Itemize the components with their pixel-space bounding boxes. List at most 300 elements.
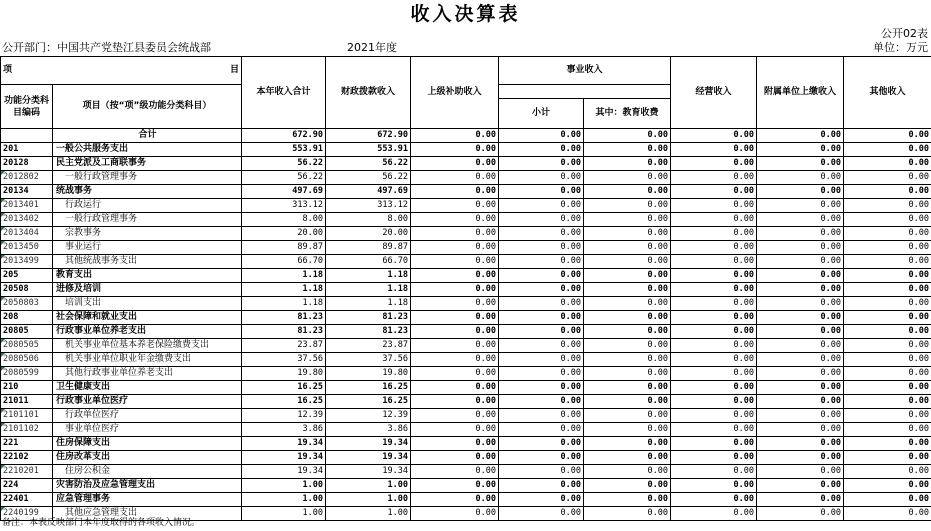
header-upper: 上级补助收入 xyxy=(411,57,499,129)
table-row xyxy=(1,143,931,157)
cell-value: 0.00 xyxy=(844,297,931,311)
cell-value: 0.00 xyxy=(584,241,671,255)
cell-value: 313.12 xyxy=(326,199,411,213)
cell-value: 0.00 xyxy=(411,423,499,437)
cell-value: 0.00 xyxy=(671,241,757,255)
cell-item-name: 卫生健康支出 xyxy=(53,381,242,395)
cell-value: 0.00 xyxy=(499,255,584,269)
cell-value: 0.00 xyxy=(584,423,671,437)
fiscal-year: 2021年度 xyxy=(347,41,397,54)
cell-value: 0.00 xyxy=(671,451,757,465)
cell-value: 0.00 xyxy=(671,143,757,157)
cell-flag-icon xyxy=(1,213,5,217)
cell-code: 2050803 xyxy=(1,297,53,311)
table-row xyxy=(1,255,931,269)
cell-value: 0.00 xyxy=(499,451,584,465)
header-affiliate: 附属单位上缴收入 xyxy=(757,57,844,129)
cell-value: 0.00 xyxy=(584,493,671,507)
cell-value: 16.25 xyxy=(326,381,411,395)
cell-value: 0.00 xyxy=(411,493,499,507)
cell-value: 0.00 xyxy=(757,241,844,255)
cell-value: 0.00 xyxy=(499,507,584,521)
cell-value: 0.00 xyxy=(844,213,931,227)
cell-value: 0.00 xyxy=(671,437,757,451)
form-number: 公开02表 xyxy=(881,27,928,40)
cell-value: 0.00 xyxy=(844,199,931,213)
cell-value: 0.00 xyxy=(757,199,844,213)
cell-value: 0.00 xyxy=(499,227,584,241)
cell-value: 0.00 xyxy=(411,283,499,297)
cell-item-name: 培训支出 xyxy=(53,297,242,311)
cell-value: 1.00 xyxy=(326,479,411,493)
cell-code: 2013499 xyxy=(1,255,53,269)
cell-value: 0.00 xyxy=(671,129,757,143)
cell-value: 0.00 xyxy=(757,213,844,227)
header-career: 事业收入 xyxy=(499,57,671,85)
cell-value: 0.00 xyxy=(499,213,584,227)
cell-code: 22102 xyxy=(1,451,53,465)
cell-value: 81.23 xyxy=(326,325,411,339)
cell-code: 2080506 xyxy=(1,353,53,367)
table-row xyxy=(1,339,931,353)
cell-code: 22401 xyxy=(1,493,53,507)
cell-code xyxy=(1,129,53,143)
cell-item-name: 行政事业单位医疗 xyxy=(53,395,242,409)
cell-value: 0.00 xyxy=(844,353,931,367)
unit-label: 单位：万元 xyxy=(873,41,928,54)
cell-value: 0.00 xyxy=(584,129,671,143)
cell-value: 0.00 xyxy=(411,311,499,325)
cell-value: 0.00 xyxy=(499,171,584,185)
cell-code: 2210201 xyxy=(1,465,53,479)
table-row xyxy=(1,353,931,367)
cell-value: 0.00 xyxy=(671,171,757,185)
cell-value: 0.00 xyxy=(757,311,844,325)
cell-value: 0.00 xyxy=(584,199,671,213)
cell-value: 0.00 xyxy=(499,409,584,423)
cell-value: 0.00 xyxy=(757,227,844,241)
cell-item-name: 宗教事务 xyxy=(53,227,242,241)
cell-value: 89.87 xyxy=(326,241,411,255)
cell-value: 0.00 xyxy=(584,339,671,353)
cell-value: 0.00 xyxy=(411,143,499,157)
cell-value: 0.00 xyxy=(411,381,499,395)
cell-value: 0.00 xyxy=(844,171,931,185)
cell-item-name: 其他统战事务支出 xyxy=(53,255,242,269)
cell-value: 1.00 xyxy=(326,507,411,521)
cell-value: 19.80 xyxy=(326,367,411,381)
cell-value: 19.34 xyxy=(326,451,411,465)
cell-value: 0.00 xyxy=(757,171,844,185)
cell-value: 0.00 xyxy=(411,451,499,465)
cell-value: 0.00 xyxy=(499,465,584,479)
cell-value: 0.00 xyxy=(757,451,844,465)
table-row xyxy=(1,227,931,241)
cell-value: 37.56 xyxy=(242,353,326,367)
cell-value: 0.00 xyxy=(844,129,931,143)
table-row xyxy=(1,171,931,185)
cell-value: 56.22 xyxy=(242,171,326,185)
cell-value: 0.00 xyxy=(499,283,584,297)
cell-value: 0.00 xyxy=(499,241,584,255)
table-row xyxy=(1,451,931,465)
cell-value: 0.00 xyxy=(411,437,499,451)
cell-value: 0.00 xyxy=(671,507,757,521)
cell-flag-icon xyxy=(1,423,5,427)
cell-value: 0.00 xyxy=(411,269,499,283)
cell-value: 3.86 xyxy=(326,423,411,437)
cell-value: 0.00 xyxy=(844,367,931,381)
table-row xyxy=(1,129,931,143)
cell-value: 0.00 xyxy=(584,185,671,199)
cell-value: 0.00 xyxy=(411,465,499,479)
cell-item-name: 民主党派及工商联事务 xyxy=(53,157,242,171)
cell-item-name: 其他应急管理支出 xyxy=(53,507,242,521)
cell-flag-icon xyxy=(1,171,5,175)
cell-value: 0.00 xyxy=(671,353,757,367)
cell-value: 19.34 xyxy=(242,465,326,479)
cell-value: 0.00 xyxy=(499,479,584,493)
cell-item-name: 灾害防治及应急管理支出 xyxy=(53,479,242,493)
cell-value: 0.00 xyxy=(757,157,844,171)
header-total: 本年收入合计 xyxy=(242,57,326,129)
cell-code: 20134 xyxy=(1,185,53,199)
cell-value: 89.87 xyxy=(242,241,326,255)
cell-value: 0.00 xyxy=(844,339,931,353)
cell-value: 0.00 xyxy=(411,395,499,409)
cell-item-name: 住房改革支出 xyxy=(53,451,242,465)
cell-item-name: 统战事务 xyxy=(53,185,242,199)
cell-value: 16.25 xyxy=(242,381,326,395)
cell-code: 205 xyxy=(1,269,53,283)
cell-value: 1.18 xyxy=(242,283,326,297)
cell-value: 0.00 xyxy=(584,213,671,227)
cell-value: 0.00 xyxy=(499,353,584,367)
cell-value: 19.34 xyxy=(242,451,326,465)
cell-value: 0.00 xyxy=(671,325,757,339)
table-row xyxy=(1,213,931,227)
cell-value: 0.00 xyxy=(844,255,931,269)
cell-value: 0.00 xyxy=(411,227,499,241)
header-subtotal: 小计 xyxy=(499,99,584,129)
cell-value: 0.00 xyxy=(584,381,671,395)
cell-item-name: 行政事业单位养老支出 xyxy=(53,325,242,339)
cell-value: 23.87 xyxy=(326,339,411,353)
table-row xyxy=(1,409,931,423)
cell-value: 0.00 xyxy=(584,479,671,493)
cell-value: 0.00 xyxy=(584,507,671,521)
cell-item-name: 机关事业单位职业年金缴费支出 xyxy=(53,353,242,367)
cell-value: 1.00 xyxy=(242,507,326,521)
cell-code: 20805 xyxy=(1,325,53,339)
cell-value: 0.00 xyxy=(757,297,844,311)
cell-value: 0.00 xyxy=(844,185,931,199)
cell-value: 0.00 xyxy=(844,325,931,339)
cell-value: 0.00 xyxy=(844,507,931,521)
cell-value: 0.00 xyxy=(584,283,671,297)
cell-value: 81.23 xyxy=(242,311,326,325)
cell-value: 0.00 xyxy=(411,157,499,171)
cell-value: 0.00 xyxy=(757,493,844,507)
cell-value: 0.00 xyxy=(411,171,499,185)
cell-value: 0.00 xyxy=(584,143,671,157)
cell-item-name: 社会保障和就业支出 xyxy=(53,311,242,325)
cell-value: 0.00 xyxy=(844,227,931,241)
department-label: 公开部门：中国共产党垫江县委员会统战部 xyxy=(2,41,211,54)
header-xiang-mu xyxy=(1,57,242,85)
cell-value: 19.34 xyxy=(326,465,411,479)
cell-value: 0.00 xyxy=(844,157,931,171)
cell-value: 0.00 xyxy=(671,311,757,325)
cell-value: 0.00 xyxy=(499,395,584,409)
cell-value: 0.00 xyxy=(584,465,671,479)
cell-value: 0.00 xyxy=(499,437,584,451)
cell-value: 81.23 xyxy=(326,311,411,325)
cell-value: 0.00 xyxy=(584,451,671,465)
cell-value: 16.25 xyxy=(242,395,326,409)
cell-value: 0.00 xyxy=(757,255,844,269)
cell-value: 0.00 xyxy=(411,353,499,367)
cell-value: 0.00 xyxy=(584,395,671,409)
cell-value: 8.00 xyxy=(326,213,411,227)
cell-value: 0.00 xyxy=(757,129,844,143)
cell-value: 1.18 xyxy=(326,269,411,283)
table-row xyxy=(1,367,931,381)
cell-value: 0.00 xyxy=(844,409,931,423)
cell-item-name: 行政运行 xyxy=(53,199,242,213)
cell-value: 0.00 xyxy=(411,241,499,255)
cell-value: 0.00 xyxy=(671,381,757,395)
cell-code: 208 xyxy=(1,311,53,325)
table-row xyxy=(1,241,931,255)
cell-value: 8.00 xyxy=(242,213,326,227)
cell-value: 0.00 xyxy=(671,213,757,227)
cell-value: 0.00 xyxy=(757,423,844,437)
cell-value: 0.00 xyxy=(844,143,931,157)
cell-code: 2080599 xyxy=(1,367,53,381)
cell-value: 0.00 xyxy=(499,157,584,171)
cell-value: 0.00 xyxy=(499,297,584,311)
cell-code: 2013401 xyxy=(1,199,53,213)
cell-item-name: 住房公积金 xyxy=(53,465,242,479)
cell-value: 0.00 xyxy=(671,423,757,437)
cell-value: 0.00 xyxy=(411,507,499,521)
header-xiang: 项 xyxy=(3,65,13,75)
header-fiscal: 财政拨款收入 xyxy=(326,57,411,129)
cell-code: 21011 xyxy=(1,395,53,409)
income-table xyxy=(0,56,931,521)
cell-value: 0.00 xyxy=(671,269,757,283)
cell-flag-icon xyxy=(1,353,5,357)
cell-item-name: 住房保障支出 xyxy=(53,437,242,451)
cell-code: 20128 xyxy=(1,157,53,171)
cell-value: 0.00 xyxy=(584,269,671,283)
cell-value: 0.00 xyxy=(671,479,757,493)
cell-value: 1.00 xyxy=(326,493,411,507)
cell-value: 1.18 xyxy=(326,283,411,297)
cell-item-name: 一般行政管理事务 xyxy=(53,171,242,185)
cell-code: 20508 xyxy=(1,283,53,297)
cell-value: 0.00 xyxy=(757,353,844,367)
header-other: 其他收入 xyxy=(844,57,931,129)
cell-value: 0.00 xyxy=(499,269,584,283)
cell-flag-icon xyxy=(1,507,5,511)
cell-value: 0.00 xyxy=(844,479,931,493)
cell-value: 66.70 xyxy=(242,255,326,269)
cell-value: 0.00 xyxy=(844,423,931,437)
cell-value: 19.34 xyxy=(242,437,326,451)
cell-code: 2012802 xyxy=(1,171,53,185)
table-row xyxy=(1,297,931,311)
cell-flag-icon xyxy=(1,339,5,343)
cell-value: 0.00 xyxy=(671,185,757,199)
header-edu: 其中：教育收费 xyxy=(584,99,671,129)
table-row xyxy=(1,465,931,479)
cell-value: 0.00 xyxy=(844,283,931,297)
cell-value: 0.00 xyxy=(671,297,757,311)
cell-item-name: 事业运行 xyxy=(53,241,242,255)
table-row xyxy=(1,437,931,451)
cell-value: 497.69 xyxy=(326,185,411,199)
cell-value: 0.00 xyxy=(499,367,584,381)
cell-value: 672.90 xyxy=(326,129,411,143)
cell-value: 66.70 xyxy=(326,255,411,269)
cell-flag-icon xyxy=(1,241,5,245)
cell-value: 0.00 xyxy=(411,185,499,199)
cell-value: 553.91 xyxy=(242,143,326,157)
cell-value: 0.00 xyxy=(671,283,757,297)
cell-value: 0.00 xyxy=(671,465,757,479)
cell-value: 0.00 xyxy=(844,493,931,507)
cell-value: 0.00 xyxy=(671,395,757,409)
cell-flag-icon xyxy=(1,227,5,231)
cell-value: 0.00 xyxy=(584,437,671,451)
cell-value: 0.00 xyxy=(584,353,671,367)
cell-flag-icon xyxy=(1,465,5,469)
cell-value: 0.00 xyxy=(757,185,844,199)
cell-value: 0.00 xyxy=(844,465,931,479)
table-row xyxy=(1,311,931,325)
cell-value: 0.00 xyxy=(757,325,844,339)
table-row xyxy=(1,283,931,297)
cell-value: 56.22 xyxy=(326,157,411,171)
cell-value: 0.00 xyxy=(411,409,499,423)
cell-value: 0.00 xyxy=(671,493,757,507)
cell-value: 0.00 xyxy=(584,311,671,325)
cell-value: 0.00 xyxy=(671,255,757,269)
cell-value: 0.00 xyxy=(671,339,757,353)
cell-value: 0.00 xyxy=(844,311,931,325)
cell-value: 0.00 xyxy=(499,493,584,507)
cell-value: 1.18 xyxy=(326,297,411,311)
cell-value: 0.00 xyxy=(584,409,671,423)
cell-value: 0.00 xyxy=(411,199,499,213)
cell-flag-icon xyxy=(1,199,5,203)
table-row xyxy=(1,185,931,199)
cell-value: 81.23 xyxy=(242,325,326,339)
cell-value: 19.34 xyxy=(326,437,411,451)
cell-value: 12.39 xyxy=(242,409,326,423)
cell-value: 0.00 xyxy=(499,381,584,395)
cell-value: 0.00 xyxy=(757,283,844,297)
cell-value: 0.00 xyxy=(499,311,584,325)
table-row xyxy=(1,199,931,213)
table-row xyxy=(1,479,931,493)
cell-value: 20.00 xyxy=(326,227,411,241)
cell-code: 2013402 xyxy=(1,213,53,227)
cell-value: 0.00 xyxy=(844,381,931,395)
cell-value: 0.00 xyxy=(844,437,931,451)
cell-value: 0.00 xyxy=(671,157,757,171)
cell-value: 0.00 xyxy=(499,129,584,143)
cell-code: 221 xyxy=(1,437,53,451)
header-mu: 目 xyxy=(229,65,239,75)
cell-item-name: 机关事业单位基本养老保险缴费支出 xyxy=(53,339,242,353)
table-row xyxy=(1,493,931,507)
cell-value: 19.80 xyxy=(242,367,326,381)
cell-value: 0.00 xyxy=(757,507,844,521)
cell-value: 0.00 xyxy=(671,409,757,423)
cell-value: 0.00 xyxy=(757,367,844,381)
report-title: 收入决算表 xyxy=(410,3,521,25)
cell-code: 2240199 xyxy=(1,507,53,521)
cell-value: 1.18 xyxy=(242,269,326,283)
cell-value: 0.00 xyxy=(757,437,844,451)
cell-code: 201 xyxy=(1,143,53,157)
cell-value: 0.00 xyxy=(757,465,844,479)
cell-value: 0.00 xyxy=(411,325,499,339)
cell-flag-icon xyxy=(1,297,5,301)
cell-flag-icon xyxy=(1,409,5,413)
cell-value: 0.00 xyxy=(757,409,844,423)
cell-value: 0.00 xyxy=(584,171,671,185)
cell-item-name: 应急管理事务 xyxy=(53,493,242,507)
cell-value: 0.00 xyxy=(499,339,584,353)
cell-value: 3.86 xyxy=(242,423,326,437)
cell-code: 2013404 xyxy=(1,227,53,241)
cell-item-name: 一般行政管理事务 xyxy=(53,213,242,227)
cell-item-name: 一般公共服务支出 xyxy=(53,143,242,157)
cell-value: 0.00 xyxy=(411,479,499,493)
cell-value: 56.22 xyxy=(326,171,411,185)
cell-value: 12.39 xyxy=(326,409,411,423)
cell-value: 0.00 xyxy=(844,395,931,409)
cell-value: 0.00 xyxy=(671,199,757,213)
table-row xyxy=(1,423,931,437)
cell-value: 0.00 xyxy=(757,269,844,283)
cell-value: 0.00 xyxy=(584,325,671,339)
table-row xyxy=(1,269,931,283)
cell-value: 0.00 xyxy=(757,339,844,353)
cell-value: 0.00 xyxy=(584,297,671,311)
cell-item-name: 进修及培训 xyxy=(53,283,242,297)
cell-value: 672.90 xyxy=(242,129,326,143)
cell-item-name: 事业单位医疗 xyxy=(53,423,242,437)
cell-value: 56.22 xyxy=(242,157,326,171)
cell-code: 224 xyxy=(1,479,53,493)
report-meta xyxy=(0,41,931,55)
cell-value: 553.91 xyxy=(326,143,411,157)
cell-item-name: 其他行政事业单位养老支出 xyxy=(53,367,242,381)
cell-code: 2013450 xyxy=(1,241,53,255)
cell-value: 0.00 xyxy=(757,381,844,395)
table-body xyxy=(1,129,931,521)
cell-value: 0.00 xyxy=(499,185,584,199)
cell-value: 0.00 xyxy=(411,129,499,143)
cell-code: 2101101 xyxy=(1,409,53,423)
cell-value: 0.00 xyxy=(411,367,499,381)
header-code: 功能分类科目编码 xyxy=(1,85,53,129)
